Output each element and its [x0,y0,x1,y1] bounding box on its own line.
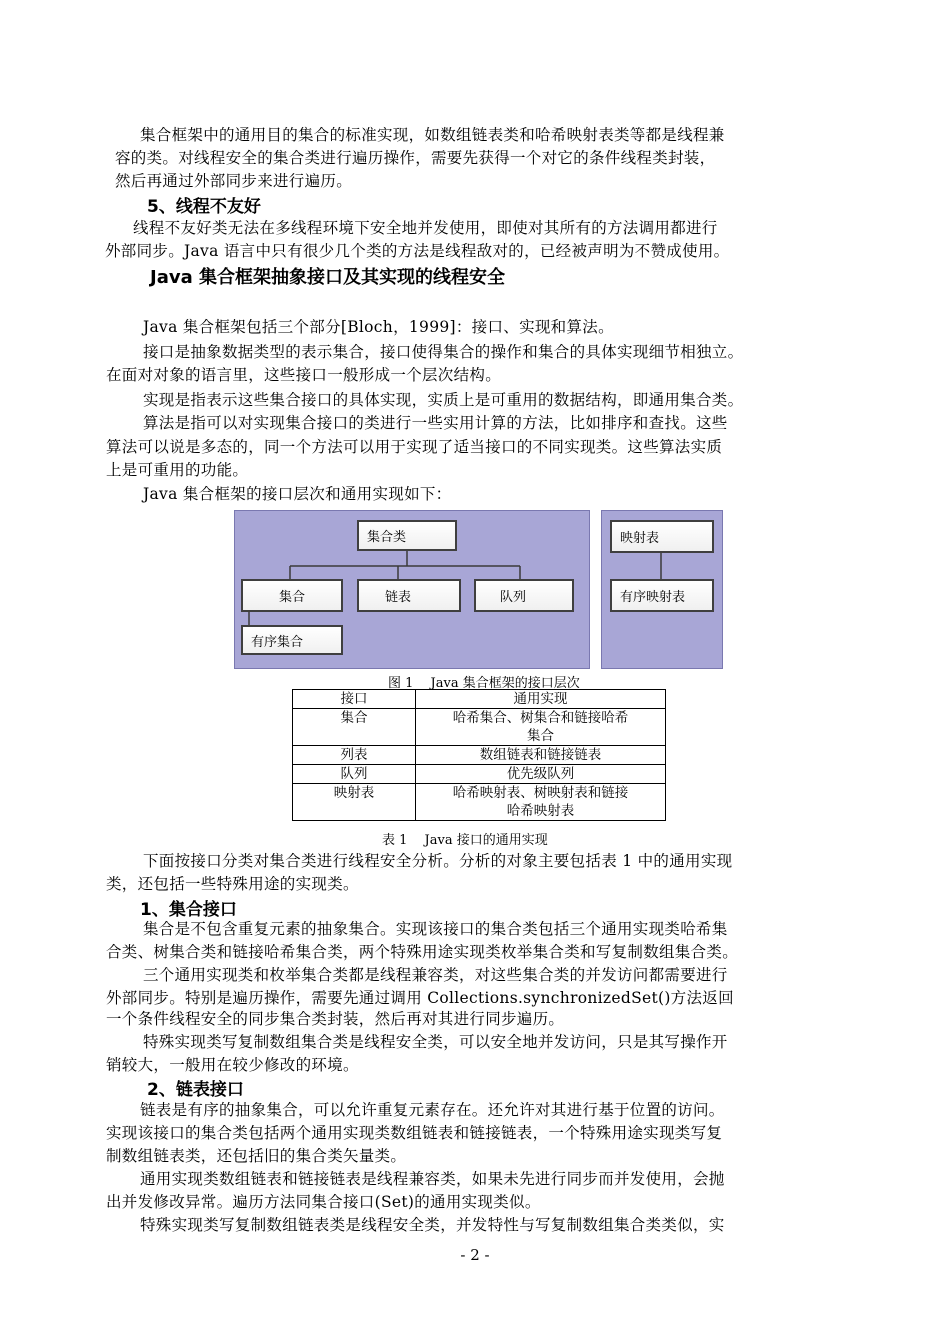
intro-line: 集合框架中的通用目的集合的标准实现，如数组链表类和哈希映射表类等都是线程兼 [140,126,725,144]
page-number: - 2 - [460,1246,490,1264]
table-caption: 表 1 Java 接口的通用实现 [382,833,548,848]
table-cell: 数组链表和链接链表 [416,746,666,765]
analysis-line: 下面按接口分类对集合类进行线程安全分析。分析的对象主要包括表 1 中的通用实现 [143,852,733,870]
set-line: 集合是不包含重复元素的抽象集合。实现该接口的集合类包括三个通用实现类哈希集 [143,920,728,938]
table-row [293,746,666,765]
table-cell: 映射表 [293,784,416,821]
list-line: 特殊实现类写复制数组链表类是线程安全类，并发特性与写复制数组集合类类似，实 [140,1216,725,1234]
diagram-node-map-child: 有序映射表 [610,579,714,612]
para-5-line: 线程不友好类无法在多线程环境下安全地并发使用，即使对其所有的方法调用都进行 [133,219,718,237]
heading-1: 1、集合接口 [140,900,237,920]
body-line: 上是可重用的功能。 [106,461,249,479]
table-row [293,709,666,746]
table-cell: 集合 [293,709,416,746]
diagram-node-child: 链表 [357,579,461,612]
body-line: Java 集合框架包括三个部分[Bloch，1999]：接口、实现和算法。 [143,318,614,336]
body-line: Java 集合框架的接口层次和通用实现如下： [143,485,452,503]
table-row [293,784,666,821]
heading-2: 2、链表接口 [147,1080,244,1100]
list-line: 通用实现类数组链表和链接链表是线程兼容类，如果未先进行同步而并发使用，会抛 [140,1170,725,1188]
diagram-node-map-root: 映射表 [610,520,714,553]
para-5-line: 外部同步。Java 语言中只有很少几个类的方法是线程敌对的，已经被声明为不赞成使用。 [105,242,730,260]
table-cell: 哈希映射表、树映射表和链接 哈希映射表 [416,784,666,821]
table-cell: 哈希集合、树集合和链接哈希 集合 [416,709,666,746]
set-line: 销较大，一般用在较少修改的环境。 [106,1056,359,1074]
set-line: 特殊实现类写复制数组集合类是线程安全类，可以安全地并发访问，只是其写操作开 [143,1033,728,1051]
section-title: Java 集合框架抽象接口及其实现的线程安全 [150,267,505,288]
body-line: 算法是指可以对实现集合接口的类进行一些实用计算的方法，比如排序和查找。这些 [143,414,728,432]
body-line: 接口是抽象数据类型的表示集合，接口使得集合的操作和集合的具体实现细节相独立。 [143,343,744,361]
table-header-row [293,690,666,709]
body-line: 在面对对象的语言里，这些接口一般形成一个层次结构。 [106,366,502,384]
set-line: 三个通用实现类和枚举集合类都是线程兼容类，对这些集合类的并发访问都需要进行 [143,966,728,984]
intro-line: 容的类。对线程安全的集合类进行遍历操作，需要先获得一个对它的条件线程类封装， [115,149,716,167]
table-row [293,765,666,784]
list-line: 链表是有序的抽象集合，可以允许重复元素存在。还允许对其进行基于位置的访问。 [140,1101,725,1119]
interface-table [292,689,666,821]
set-line: 外部同步。特别是遍历操作，需要先通过调用 Collections.synchronizedSet()方法返回 [106,989,734,1007]
body-line: 算法可以说是多态的，同一个方法可以用于实现了适当接口的不同实现类。这些算法实质 [106,438,723,456]
figure-caption: 图 1 Java 集合框架的接口层次 [388,676,580,691]
diagram-node-grandchild: 有序集合 [241,625,343,655]
analysis-line: 类，还包括一些特殊用途的实现类。 [106,875,359,893]
table-cell: 队列 [293,765,416,784]
table-header-cell: 通用实现 [416,690,666,709]
list-line: 制数组链表类，还包括旧的集合类矢量类。 [106,1147,407,1165]
intro-line: 然后再通过外部同步来进行遍历。 [115,172,353,190]
body-line: 实现是指表示这些集合接口的具体实现，实质上是可重用的数据结构，即通用集合类。 [143,391,744,409]
table-cell: 优先级队列 [416,765,666,784]
list-line: 实现该接口的集合类包括两个通用实现类数组链表和链接链表，一个特殊用途实现类写复 [106,1124,723,1142]
table-header-cell: 接口 [293,690,416,709]
set-line: 一个条件线程安全的同步集合类封装，然后再对其进行同步遍历。 [106,1010,565,1028]
heading-5: 5、线程不友好 [147,197,261,217]
set-line: 合类、树集合类和链接哈希集合类，两个特殊用途实现类枚举集合类和写复制数组集合类。 [106,943,739,961]
diagram-node-child: 集合 [241,579,343,612]
table-cell: 列表 [293,746,416,765]
diagram-node-root: 集合类 [357,520,457,551]
list-line: 出并发修改异常。遍历方法同集合接口(Set)的通用实现类似。 [106,1193,541,1211]
diagram-node-child: 队列 [474,579,574,612]
